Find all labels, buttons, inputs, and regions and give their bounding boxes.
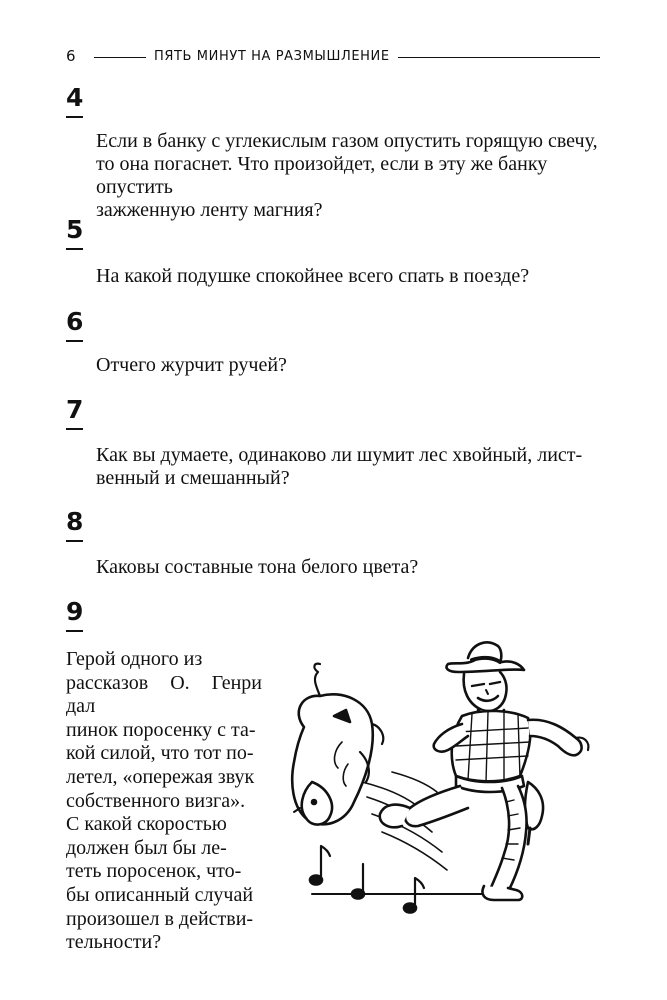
text-line: На какой подушке спокойнее всего спать в поезде? — [96, 265, 530, 287]
text-line: теть поросенок, что- — [66, 860, 242, 883]
text-line: собственного визга». — [66, 789, 246, 812]
question-text — [96, 354, 606, 377]
pig-figure — [292, 664, 383, 825]
text-line: то она погаснет. Что произойдет, если в эту же банку опустить — [96, 153, 548, 198]
header-rule-right — [398, 57, 600, 58]
page-number: 6 — [66, 47, 76, 65]
text-line: Как вы думаете, одинаково ли шумит лес хвойный, лист- — [96, 444, 583, 466]
question-number: 6 — [66, 307, 84, 336]
text-line: должен был бы ле- — [66, 836, 227, 859]
question-number-underline — [66, 428, 83, 430]
running-header — [66, 46, 600, 66]
question-7 — [66, 395, 606, 489]
running-title: ПЯТЬ МИНУТ НА РАЗМЫШЛЕНИЕ — [154, 48, 390, 64]
question-text — [96, 556, 606, 579]
cowboy-figure — [380, 642, 589, 900]
question-8 — [66, 507, 606, 578]
question-number: 7 — [66, 395, 84, 424]
question-number: 5 — [66, 215, 84, 244]
text-line: летел, «опережая звук — [66, 765, 255, 788]
question-number: 4 — [66, 83, 84, 112]
question-text — [96, 130, 606, 222]
text-line: бы описанный случай — [66, 883, 254, 906]
text-line: Герой одного из — [66, 648, 203, 670]
music-notes-icon — [310, 846, 424, 913]
text-line: пинок поросенку с та- — [66, 718, 256, 741]
question-text — [96, 444, 606, 490]
text-line: венный и смешанный? — [96, 467, 290, 489]
text-line: Если в банку с углекислым газом опустить горящую свечу, — [96, 130, 598, 152]
question-text — [66, 648, 262, 955]
question-number-underline — [66, 248, 83, 250]
text-line: рассказов О. Генри дал — [66, 671, 262, 718]
question-4 — [66, 83, 606, 221]
text-line: Каковы составные тона белого цвета? — [96, 556, 419, 578]
cowboy-kicking-pig-illustration — [272, 632, 607, 917]
question-text — [96, 265, 606, 288]
question-6 — [66, 307, 606, 376]
question-5 — [66, 215, 606, 287]
text-line: тельности? — [66, 931, 162, 954]
text-line: С какой скоростью — [66, 813, 227, 836]
text-line: произошел в действи- — [66, 907, 254, 930]
question-number-underline — [66, 630, 83, 632]
text-line: Отчего журчит ручей? — [96, 354, 287, 376]
question-9 — [66, 598, 606, 632]
question-number-underline — [66, 340, 83, 342]
question-number: 9 — [66, 597, 84, 626]
question-number-underline — [66, 116, 83, 118]
text-line: кой силой, что тот по- — [66, 742, 254, 765]
text-line: зажженную ленту магния? — [96, 199, 323, 221]
header-rule-left — [94, 57, 146, 58]
question-number-underline — [66, 540, 83, 542]
question-number: 8 — [66, 507, 84, 536]
